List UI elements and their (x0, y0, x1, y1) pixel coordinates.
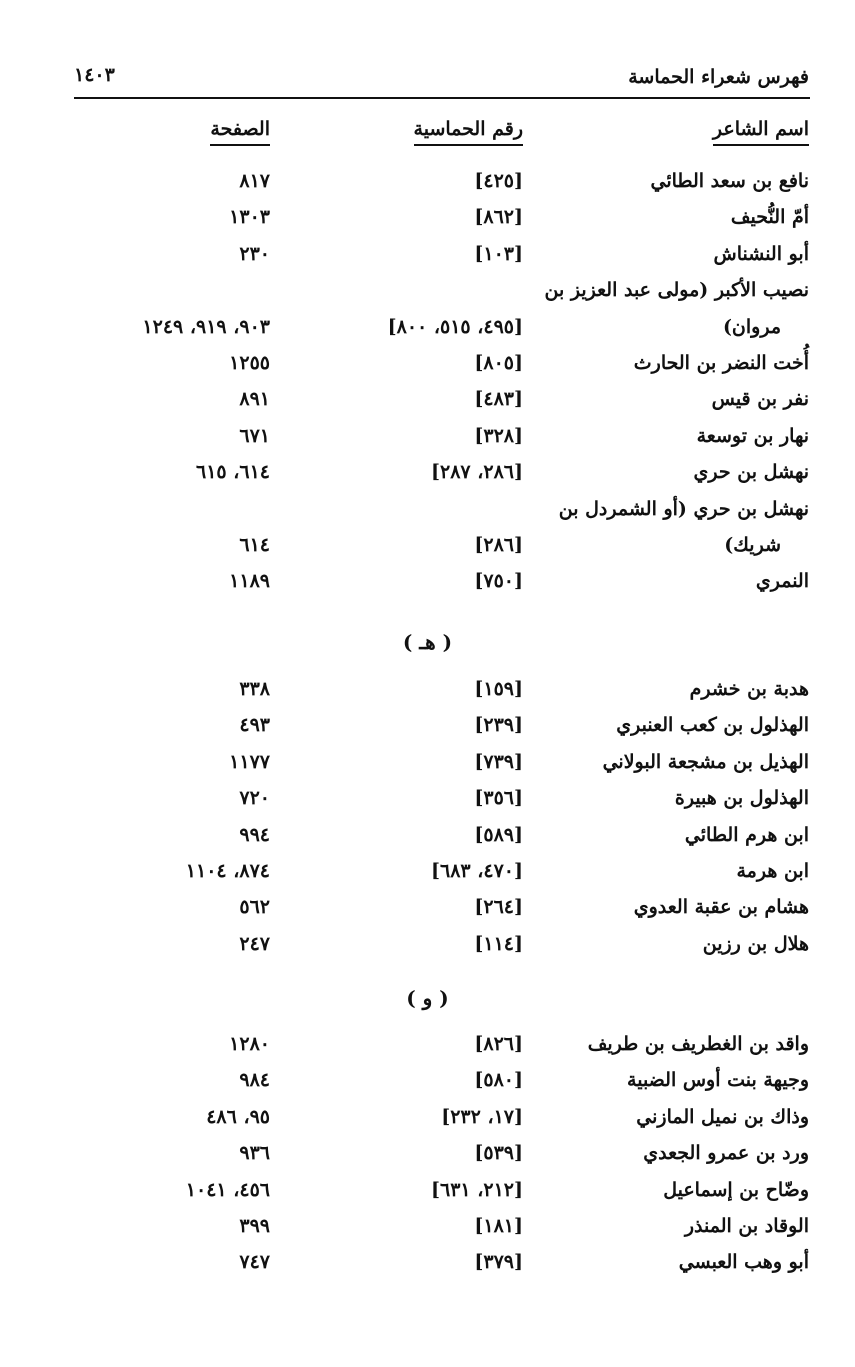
page-cell: ٨٩١ (239, 388, 270, 411)
column-header-poet: اسم الشاعر (713, 118, 809, 146)
hamasa-cell: [١١٤] (474, 932, 523, 955)
index-row (0, 860, 855, 896)
page-cell: ٥٦٢ (239, 896, 270, 919)
poet-cell: هدبة بن خشرم (689, 678, 809, 700)
hamasa-cell: [٧٥٠] (474, 570, 523, 593)
index-row (0, 751, 855, 787)
poet-cell: هشام بن عقبة العدوي (633, 896, 809, 919)
index-row (0, 170, 855, 206)
hamasa-cell: [٢٨٦] (474, 534, 523, 556)
page-cell: ١٢٥٥ (229, 352, 270, 374)
hamasa-cell: [٣٧٩] (474, 1251, 523, 1274)
poet-cell: نافع بن سعد الطائي (650, 170, 809, 192)
index-row (0, 1033, 855, 1069)
page-cell: ٩٣٦ (239, 1142, 270, 1165)
poet-cell: الهذيل بن مشجعة البولاني (602, 750, 809, 773)
poet-cell: شريك) (724, 534, 781, 556)
hamasa-cell: [١٠٣] (474, 242, 523, 265)
poet-cell: الهذلول بن كعب العنبري (616, 714, 809, 737)
poet-cell: وجيهة بنت أوس الضبية (627, 1069, 809, 1092)
hamasa-cell: [٨٢٦] (474, 1033, 523, 1055)
page-cell: ٧٤٧ (239, 1251, 270, 1274)
page-cell: ٤٩٣ (239, 714, 270, 737)
poet-cell: النمري (755, 570, 809, 593)
index-row (0, 787, 855, 823)
index-row (0, 896, 855, 932)
poet-cell: نهشل بن حري (693, 461, 809, 484)
page-cell: ٩٠٣، ٩١٩، ١٢٤٩ (142, 315, 270, 338)
hamasa-cell: [١٨١] (474, 1215, 523, 1237)
page-number: ١٤٠٣ (74, 64, 115, 86)
index-row (0, 933, 855, 969)
hamasa-cell: [٤٨٣] (474, 388, 523, 411)
index-row (0, 534, 855, 570)
index-row (0, 206, 855, 242)
hamasa-cell: [٥٣٩] (474, 1142, 523, 1165)
hamasa-cell: [٢٨٦، ٢٨٧] (431, 461, 523, 484)
page-cell: ٢٤٧ (239, 932, 270, 955)
index-row (0, 243, 855, 279)
page-cell: ٩٨٤ (239, 1069, 270, 1092)
section-heading-ha: ( هـ ) (402, 630, 453, 654)
index-row (0, 498, 855, 534)
poet-cell: نهار بن توسعة (696, 424, 809, 447)
index-row (0, 1251, 855, 1287)
index-row (0, 461, 855, 497)
page-cell: ١٢٨٠ (229, 1033, 270, 1055)
hamasa-cell: [٨٦٢] (474, 206, 523, 229)
index-row (0, 425, 855, 461)
hamasa-cell: [١٥٩] (474, 678, 523, 700)
index-row (0, 824, 855, 860)
poet-cell: وذاك بن نميل المازني (636, 1105, 809, 1128)
page-cell: ٣٣٨ (239, 678, 270, 700)
index-row (0, 1069, 855, 1105)
header-rule (74, 97, 810, 99)
page-cell: ٦١٤، ٦١٥ (196, 461, 270, 484)
page-cell: ١١٧٧ (229, 750, 270, 773)
hamasa-cell: [٥٨٩] (474, 823, 523, 846)
hamasa-cell: [٨٠٥] (474, 352, 523, 374)
poet-cell: الوقاد بن المنذر (684, 1215, 809, 1237)
page-cell: ٨١٧ (239, 170, 270, 192)
poet-cell: وضّاح بن إسماعيل (663, 1178, 809, 1201)
hamasa-cell: [٥٨٠] (474, 1069, 523, 1092)
index-row (0, 1142, 855, 1178)
index-row (0, 352, 855, 388)
page-cell: ٣٩٩ (239, 1215, 270, 1237)
page-cell: ١٣٠٣ (229, 206, 270, 229)
poet-cell: الهذلول بن هبيرة (674, 787, 809, 810)
index-row (0, 1179, 855, 1215)
poet-cell: أمّ النُّحيف (730, 206, 809, 229)
index-row (0, 279, 855, 315)
running-header-title: فهرس شعراء الحماسة (628, 66, 809, 88)
index-row (0, 714, 855, 750)
section-heading-waw: ( و ) (406, 986, 449, 1010)
index-row (0, 388, 855, 424)
hamasa-cell: [٣٢٨] (474, 424, 523, 447)
hamasa-cell: [٣٥٦] (474, 787, 523, 810)
poet-cell: أُخت النضر بن الحارث (633, 352, 809, 374)
hamasa-cell: [٤٧٠، ٦٨٣] (431, 860, 523, 882)
index-row (0, 678, 855, 714)
hamasa-cell: [١٧، ٢٣٢] (441, 1105, 523, 1128)
page-cell: ٢٣٠ (239, 242, 270, 265)
page-cell: ٦٧١ (239, 424, 270, 447)
page-cell: ٨٧٤، ١١٠٤ (185, 860, 270, 882)
index-row (0, 1215, 855, 1251)
page-cell: ٤٥٦، ١٠٤١ (185, 1178, 270, 1201)
hamasa-cell: [٧٣٩] (474, 750, 523, 773)
hamasa-cell: [٤٢٥] (474, 170, 523, 192)
poet-cell: واقد بن الغطريف بن طريف (587, 1033, 809, 1055)
page-cell: ٩٩٤ (239, 823, 270, 846)
poet-cell: مروان) (722, 315, 781, 338)
poet-cell: أبو وهب العبسي (678, 1251, 809, 1274)
poet-cell: نهشل بن حري (أو الشمردل بن (558, 497, 809, 520)
page-cell: ٦١٤ (239, 534, 270, 556)
poet-cell: نصيب الأكبر (مولى عبد العزيز بن (544, 279, 809, 302)
page-cell: ٩٥، ٤٨٦ (206, 1105, 270, 1128)
hamasa-cell: [٢٣٩] (474, 714, 523, 737)
poet-cell: ابن هرمة (736, 860, 809, 882)
index-row (0, 316, 855, 352)
poet-cell: ورد بن عمرو الجعدي (643, 1142, 809, 1165)
hamasa-cell: [٤٩٥، ٥١٥، ٨٠٠] (387, 315, 523, 338)
poet-cell: ابن هرم الطائي (684, 823, 809, 846)
page-cell: ٧٢٠ (239, 787, 270, 810)
hamasa-cell: [٢١٢، ٦٣١] (431, 1178, 523, 1201)
index-row (0, 570, 855, 606)
poet-cell: أبو النشناش (713, 242, 809, 265)
column-header-page: الصفحة (210, 118, 270, 146)
index-row (0, 1106, 855, 1142)
page-cell: ١١٨٩ (229, 570, 270, 593)
column-header-hamasa: رقم الحماسية (414, 118, 523, 146)
hamasa-cell: [٢٦٤] (474, 896, 523, 919)
poet-cell: نفر بن قيس (711, 388, 809, 411)
poet-cell: هلال بن رزين (702, 932, 809, 955)
